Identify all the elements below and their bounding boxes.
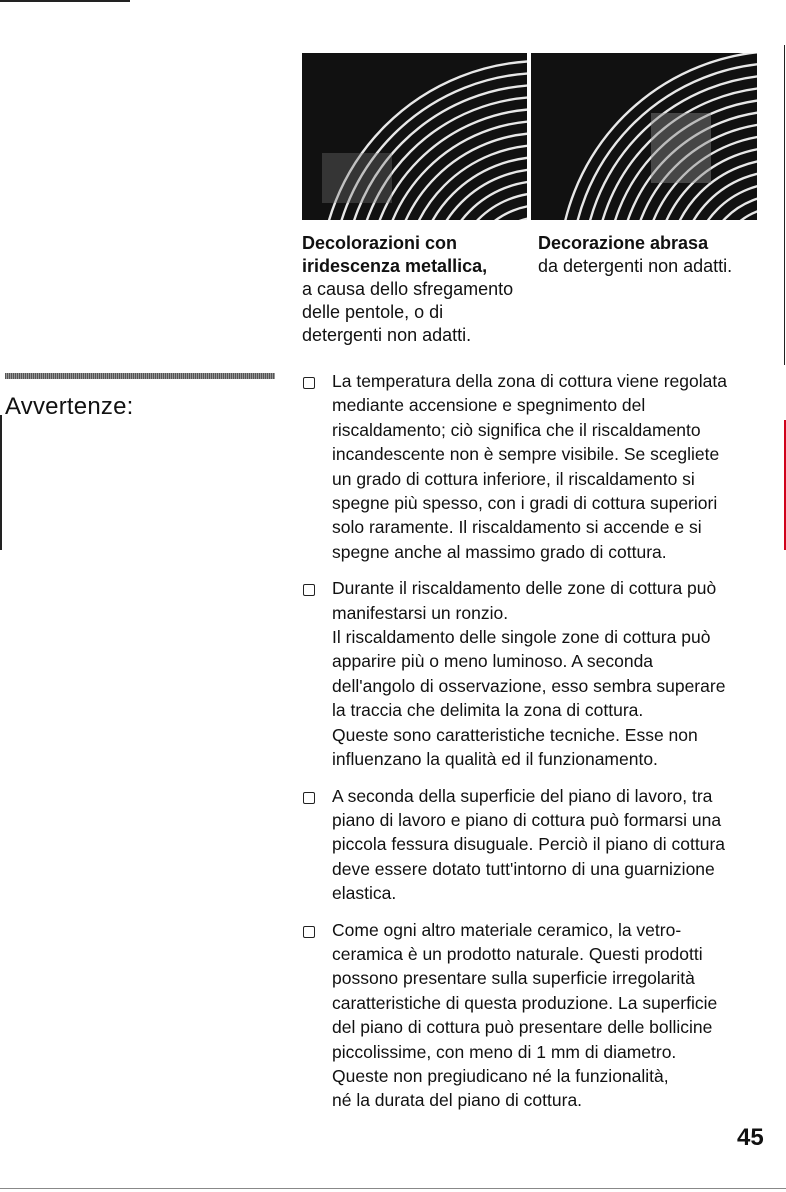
note-item	[300, 576, 760, 771]
note-line: influenzano la qualità ed il funzionamento.	[332, 749, 658, 770]
right-margin-rule	[784, 45, 785, 365]
note-line: dell'angolo di osservazione, esso sembra superare	[332, 675, 726, 696]
caption-left-text-1: a causa dello sfregamento	[302, 279, 514, 299]
note-line: manifestarsi un ronzio.	[332, 602, 509, 623]
note-line: elastica.	[332, 883, 397, 904]
note-line: Come ogni altro materiale ceramico, la vetro-	[332, 919, 682, 940]
photo-metallic-discoloration	[302, 53, 527, 220]
rings-left-image	[302, 53, 527, 220]
note-line: La temperatura della zona di cottura viene regolata	[332, 371, 727, 391]
note-line: A seconda della superficie del piano di lavoro, tra	[332, 785, 713, 806]
note-line: solo raramente. Il riscaldamento si accende e si	[332, 517, 702, 538]
caption-right-text: da detergenti non adatti.	[538, 256, 733, 276]
note-line: del piano di cottura può presentare delle bollicine	[332, 1017, 713, 1038]
caption-left-text-2: delle pentole, o di	[302, 302, 444, 322]
note-item	[300, 784, 760, 906]
note-line: piano di lavoro e piano di cottura può formarsi una	[332, 809, 722, 830]
checkbox-bullet-icon	[303, 792, 315, 804]
note-line: caratteristiche di questa produzione. La superficie	[332, 992, 718, 1013]
note-line: Queste sono caratteristiche tecniche. Esse non	[332, 724, 698, 745]
checkbox-bullet-icon	[303, 926, 315, 938]
note-line: né la durata del piano di cottura.	[332, 1090, 583, 1111]
note-line: incandescente non è sempre visibile. Se scegliete	[332, 444, 720, 465]
rings-right-image	[531, 53, 757, 220]
bottom-scan-rule	[0, 1188, 786, 1189]
note-line: spegne più spesso, con i gradi di cottura superiori	[332, 493, 718, 514]
note-line: ceramica è un prodotto naturale. Questi prodotti	[332, 943, 703, 964]
note-item	[300, 369, 760, 564]
left-margin-rule	[0, 415, 2, 550]
caption-left-heading-2: iridescenza metallica,	[302, 256, 488, 276]
caption-left-text-3: detergenti non adatti.	[302, 325, 472, 345]
sidebar-title: Avvertenze:	[5, 393, 134, 420]
top-scan-mark	[0, 0, 130, 2]
sidebar-rule	[5, 373, 275, 379]
note-line: Il riscaldamento delle singole zone di cottura può	[332, 627, 711, 648]
checkbox-bullet-icon	[303, 377, 315, 389]
note-line: mediante accensione e spegnimento del	[332, 395, 646, 416]
caption-right	[538, 232, 768, 278]
caption-right-heading: Decorazione abrasa	[538, 233, 709, 253]
note-item	[300, 918, 760, 1113]
note-line: piccolissime, con meno di 1 mm di diametro.	[332, 1041, 677, 1062]
caption-left	[302, 232, 532, 347]
note-line: apparire più o meno luminoso. A seconda	[332, 651, 654, 672]
note-line: spegne anche al massimo grado di cottura.	[332, 541, 667, 562]
photo-abraded-decoration	[531, 53, 757, 220]
note-line: riscaldamento; ciò significa che il riscaldamento	[332, 419, 701, 440]
checkbox-bullet-icon	[303, 584, 315, 596]
caption-left-heading-1: Decolorazioni con	[302, 233, 458, 253]
notes-list	[300, 369, 760, 1125]
note-line: possono presentare sulla superficie irregolarità	[332, 968, 695, 989]
note-line: la traccia che delimita la zona di cottura.	[332, 700, 644, 721]
note-line: deve essere dotato tutt'intorno di una guarnizione	[332, 858, 715, 879]
note-line: piccola fessura disuguale. Perciò il piano di cottura	[332, 834, 725, 855]
note-line: Queste non pregiudicano né la funzionalità,	[332, 1065, 669, 1086]
note-line: un grado di cottura inferiore, il riscaldamento si	[332, 468, 695, 489]
page-number: 45	[737, 1124, 764, 1151]
note-line: Durante il riscaldamento delle zone di cottura può	[332, 578, 717, 599]
